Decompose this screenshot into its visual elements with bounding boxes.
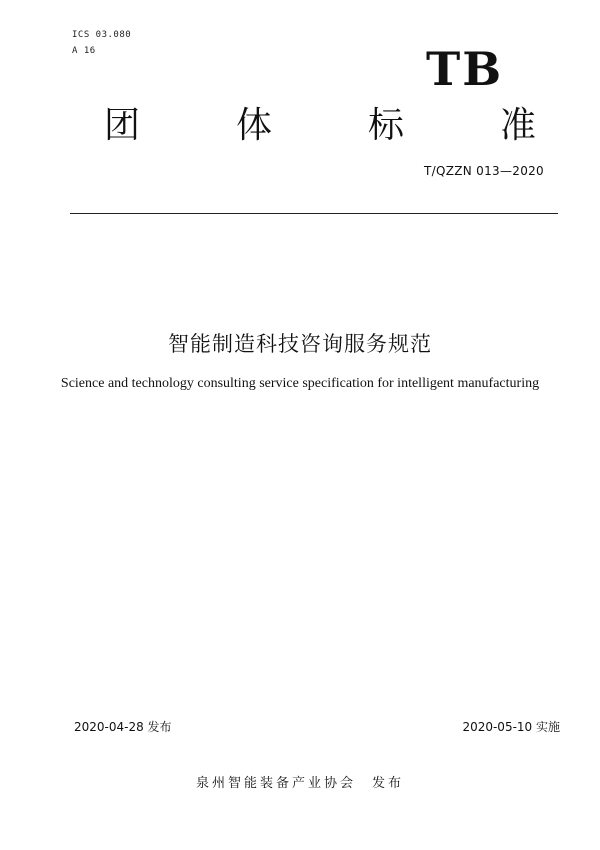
publisher: 泉州智能装备产业协会 发布 xyxy=(195,776,404,791)
tb-logo: TB xyxy=(426,42,504,96)
standard-type-char: 团 xyxy=(104,105,141,146)
standard-number: T/QZZN 013—2020 xyxy=(424,164,544,178)
ics-code: ICS 03.080 xyxy=(72,30,132,40)
standard-type-heading xyxy=(104,104,536,148)
ccs-code: A 16 xyxy=(72,46,96,56)
implementation-date: 2020-05-10 实施 xyxy=(462,720,560,734)
document-title-chinese: 智能制造科技咨询服务规范 xyxy=(168,332,432,356)
standard-type-char: 准 xyxy=(499,105,536,146)
issue-date: 2020-04-28 发布 xyxy=(74,720,172,734)
standard-type-char: 体 xyxy=(235,105,272,146)
document-title-english: Science and technology consulting service specification for intelligent manufacturing xyxy=(60,376,540,391)
standard-type-char: 标 xyxy=(367,105,404,146)
header-divider xyxy=(70,213,558,214)
